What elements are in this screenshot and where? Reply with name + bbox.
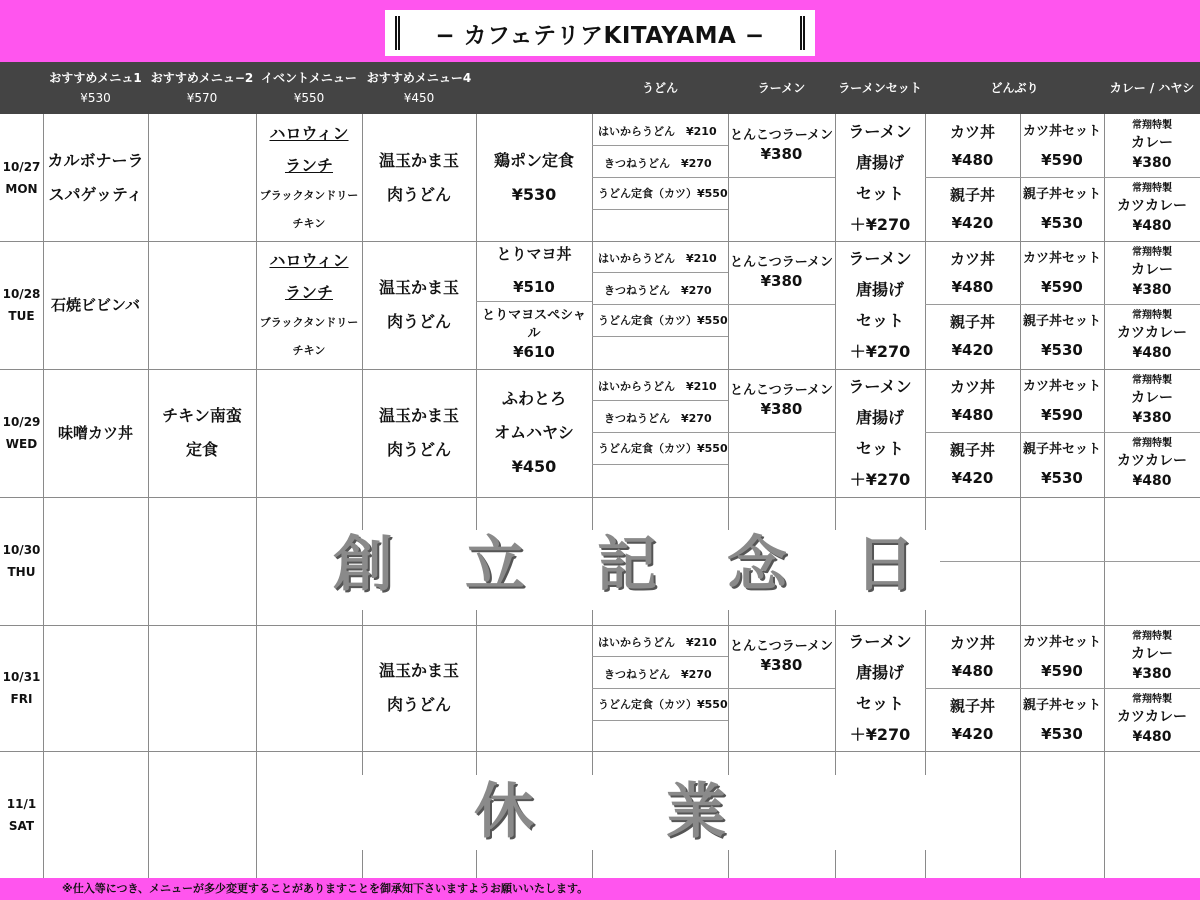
katsucurry-cell: [1104, 304, 1200, 367]
col5-wed-text: ¥450: [511, 457, 557, 476]
grid-subline: [592, 720, 728, 721]
header-cell: [43, 62, 148, 114]
udon-kitsune: きつねうどん ¥270: [604, 284, 712, 297]
col5-mon-text: ¥530: [511, 184, 557, 204]
donburi-oyakodon-text: 親子丼: [949, 185, 995, 204]
day-label-text: 10/28: [2, 287, 41, 301]
donburi-katsudon-text: カツ丼: [949, 633, 995, 652]
donburi-katsudon-set-text: カツ丼セット: [1022, 634, 1101, 650]
udon-teishoku: うどん定食（カツ）¥550: [598, 698, 728, 711]
anniversary-char: 創: [333, 530, 393, 600]
grid-subline: [925, 561, 1200, 562]
header-label: カレー / ハヤシ: [1109, 81, 1195, 95]
udon-kitsune: きつねうどん ¥270: [604, 668, 712, 681]
curry-cell-text: ¥380: [1132, 281, 1172, 298]
header-cell: [592, 62, 728, 114]
day-label: [0, 114, 43, 241]
donburi-katsudon-text: カツ丼: [949, 249, 995, 268]
katsucurry-cell-text: カツカレー: [1117, 197, 1187, 214]
header-price: ¥550: [293, 91, 325, 105]
day-label-text: 10/30: [2, 543, 41, 557]
katsucurry-cell-text: ¥480: [1132, 728, 1172, 745]
grid-subline: [728, 177, 835, 178]
curry-cell: [1104, 369, 1200, 432]
donburi-katsudon-set: [1020, 369, 1104, 432]
ramen-set-text: 唐揚げ: [855, 152, 904, 172]
donburi-katsudon-set-text: カツ丼セット: [1022, 250, 1101, 266]
menu1-wed: [43, 369, 148, 497]
header-price: ¥570: [186, 91, 218, 105]
menu2-wed-text: チキン南蛮: [162, 406, 242, 425]
ramen-set-text: 唐揚げ: [855, 408, 904, 427]
curry-cell-text: カレー: [1131, 134, 1173, 151]
menu4-udon-text: 温玉かま玉: [378, 150, 459, 170]
ramen-set-text: 唐揚げ: [855, 663, 904, 682]
donburi-katsudon-set-text: ¥590: [1041, 661, 1083, 680]
grid-hline: [0, 497, 1200, 498]
ramen-tonkotsu-text: とんこつラーメン: [729, 254, 834, 270]
grid-vline: [592, 114, 593, 878]
curry-cell-text: カレー: [1131, 645, 1173, 662]
grid-subline: [592, 400, 728, 401]
grid-subline: [592, 304, 728, 305]
header-label: おすすめメニュ1: [49, 71, 142, 85]
grid-subline: [592, 272, 728, 273]
curry-cell-text: カレー: [1131, 389, 1173, 406]
donburi-katsudon-text: ¥480: [951, 405, 994, 424]
udon-haikara: はいからうどん ¥210: [598, 125, 717, 138]
header-label: どんぶり: [990, 81, 1039, 95]
menu4-udon-text: 温玉かま玉: [378, 278, 459, 297]
header-cell: [256, 62, 362, 114]
udon-haikara: はいからうどん ¥210: [598, 636, 717, 649]
ramen-tonkotsu-text: ¥380: [760, 145, 803, 164]
ramen-set-text: セット: [855, 439, 904, 458]
ramen-set-text: ＋¥270: [849, 470, 911, 489]
katsucurry-cell-text: カツカレー: [1117, 324, 1187, 341]
donburi-katsudon-text: カツ丼: [949, 377, 995, 396]
event-halloween-text: チキン: [292, 217, 326, 230]
donburi-katsudon-set-text: ¥590: [1041, 150, 1083, 169]
header-label: ラーメンセット: [838, 81, 922, 95]
donburi-katsudon-text: カツ丼: [949, 122, 995, 141]
menu4-udon: [362, 114, 476, 241]
day-label-text: THU: [7, 565, 36, 579]
udon-haikara: はいからうどん ¥210: [598, 252, 717, 265]
donburi-oyakodon: [925, 177, 1020, 240]
donburi-oyakodon-set: [1020, 177, 1104, 240]
closed-banner-bg: [258, 775, 958, 850]
col5-tue-bottom-text: とりマヨスペシャル: [482, 308, 586, 341]
page-title: − カフェテリアKITAYAMA −: [435, 22, 765, 49]
col5-wed: [476, 369, 592, 497]
day-label: [0, 625, 43, 751]
menu1-mon-text: カルボナーラ: [47, 150, 144, 170]
header-cell: [362, 62, 476, 114]
day-label-text: WED: [5, 437, 38, 451]
anniversary-char: 念: [727, 530, 787, 600]
header-cell: [835, 62, 925, 114]
donburi-oyakodon-set-text: ¥530: [1041, 213, 1083, 232]
donburi-oyakodon-text: ¥420: [951, 340, 994, 359]
col5-tue-bottom-text: ¥610: [513, 343, 555, 362]
udon-kitsune: きつねうどん ¥270: [604, 157, 712, 170]
menu4-udon-text: 肉うどん: [386, 184, 451, 204]
day-label-text: 10/31: [2, 670, 41, 684]
donburi-katsudon-set-text: カツ丼セット: [1022, 378, 1101, 394]
day-label: [0, 751, 43, 878]
donburi-oyakodon-set-text: 親子丼セット: [1022, 313, 1101, 329]
header-cell: [728, 62, 835, 114]
donburi-katsudon-text: ¥480: [951, 277, 994, 296]
event-halloween-text: ランチ: [284, 156, 333, 175]
day-label-text: MON: [5, 181, 38, 196]
day-label-text: SAT: [8, 818, 35, 833]
col5-tue-top: [476, 241, 592, 301]
ramen-tonkotsu: [728, 625, 835, 688]
ramen-set-text: ＋¥270: [849, 725, 911, 744]
donburi-katsudon-set-text: ¥590: [1041, 405, 1083, 424]
curry-cell-text: カレー: [1131, 261, 1173, 278]
udon-teishoku: うどん定食（カツ）¥550: [598, 314, 728, 327]
menu4-udon-text: 温玉かま玉: [378, 661, 459, 680]
col5-tue-top-text: ¥510: [513, 278, 555, 296]
donburi-katsudon: [925, 625, 1020, 688]
ramen-set: [835, 114, 925, 241]
footer-note: ※仕入等につき、メニューが多少変更することがありますことを御承知下さいますようお願いいたします。: [62, 882, 589, 895]
anniversary-char: 立: [465, 530, 525, 600]
katsucurry-cell: [1104, 432, 1200, 495]
katsucurry-cell-text: ¥480: [1132, 472, 1172, 489]
curry-cell: [1104, 114, 1200, 177]
menu4-udon: [362, 625, 476, 751]
day-label-text: 10/27: [2, 159, 41, 174]
grid-subline: [592, 656, 728, 657]
donburi-katsudon: [925, 241, 1020, 304]
ramen-tonkotsu-text: ¥380: [760, 272, 803, 291]
ramen-set-text: セット: [855, 311, 904, 330]
grid-subline: [592, 209, 728, 210]
katsucurry-cell: [1104, 177, 1200, 240]
katsucurry-cell-text: ¥480: [1132, 217, 1172, 234]
title-box: [385, 10, 815, 56]
katsucurry-cell-text: 常翔特製: [1132, 309, 1172, 321]
ramen-tonkotsu-text: とんこつラーメン: [729, 382, 834, 398]
day-label: [0, 497, 43, 625]
closed-char: 休: [474, 777, 534, 847]
header-label: おすすめメニュー4: [366, 71, 472, 85]
curry-cell: [1104, 625, 1200, 688]
donburi-oyakodon-text: ¥420: [951, 724, 994, 743]
donburi-oyakodon-set-text: ¥530: [1041, 340, 1083, 359]
katsucurry-cell-text: カツカレー: [1117, 708, 1187, 725]
ramen-tonkotsu-text: ¥380: [760, 400, 803, 419]
donburi-oyakodon-text: ¥420: [951, 468, 994, 487]
katsucurry-cell-text: 常翔特製: [1132, 437, 1172, 449]
event-halloween-text: ランチ: [284, 283, 333, 302]
anniversary-char: 記: [597, 530, 657, 600]
donburi-katsudon: [925, 114, 1020, 177]
anniversary-char: 日: [855, 530, 915, 600]
grid-subline: [592, 177, 728, 178]
katsucurry-cell-text: ¥480: [1132, 344, 1172, 361]
menu2-wed-text: 定食: [185, 440, 218, 459]
udon-kitsune: きつねうどん ¥270: [604, 412, 712, 425]
ramen-tonkotsu: [728, 369, 835, 432]
donburi-katsudon: [925, 369, 1020, 432]
donburi-katsudon-set: [1020, 241, 1104, 304]
menu2-wed: [148, 369, 256, 497]
col5-mon: [476, 114, 592, 241]
ramen-set: [835, 369, 925, 497]
col5-tue-bottom: [476, 301, 592, 369]
donburi-oyakodon: [925, 688, 1020, 751]
ramen-set-text: ラーメン: [848, 377, 912, 396]
donburi-katsudon-text: ¥480: [951, 661, 994, 680]
grid-subline: [592, 336, 728, 337]
menu1-tue: [43, 241, 148, 369]
katsucurry-cell: [1104, 688, 1200, 751]
header-cell: [925, 62, 1104, 114]
ramen-set-text: セット: [855, 694, 904, 713]
header-label: イベントメニュー: [261, 71, 357, 85]
curry-cell-text: ¥380: [1132, 409, 1172, 426]
curry-cell-text: 常翔特製: [1132, 374, 1172, 386]
menu4-udon-text: 肉うどん: [386, 440, 451, 459]
curry-cell-text: 常翔特製: [1132, 119, 1172, 131]
ramen-set-text: ＋¥270: [849, 214, 911, 234]
curry-cell-text: 常翔特製: [1132, 630, 1172, 642]
donburi-oyakodon-text: 親子丼: [949, 440, 995, 459]
ramen-set-text: ラーメン: [848, 632, 912, 651]
grid-subline: [592, 145, 728, 146]
donburi-oyakodon: [925, 304, 1020, 367]
event-halloween-text: ブラックタンドリー: [259, 189, 359, 202]
event-halloween-text: ブラックタンドリー: [259, 316, 359, 329]
col5-wed-text: ふわとろ: [501, 389, 566, 408]
donburi-katsudon-set-text: カツ丼セット: [1022, 123, 1101, 139]
donburi-oyakodon-set-text: ¥530: [1041, 724, 1083, 743]
menu4-udon-text: 温玉かま玉: [378, 406, 459, 425]
ramen-set-text: セット: [855, 183, 904, 203]
col5-wed-text: オムハヤシ: [494, 423, 574, 442]
event-halloween-text: チキン: [292, 344, 326, 357]
ramen-set-text: ラーメン: [848, 249, 912, 268]
curry-cell: [1104, 241, 1200, 304]
ramen-set-text: 唐揚げ: [855, 280, 904, 299]
donburi-oyakodon-set-text: 親子丼セット: [1022, 186, 1101, 202]
closed-char: 業: [666, 777, 726, 847]
menu4-udon: [362, 369, 476, 497]
menu1-tue-text: 石焼ビビンバ: [51, 295, 140, 314]
menu1-mon: [43, 114, 148, 241]
header-label: うどん: [641, 81, 678, 95]
donburi-oyakodon-set: [1020, 432, 1104, 495]
ramen-set: [835, 241, 925, 369]
donburi-oyakodon-text: 親子丼: [949, 696, 995, 715]
header-label: おすすめメニュ−2: [150, 71, 254, 85]
donburi-oyakodon-text: 親子丼: [949, 312, 995, 331]
menu4-udon-text: 肉うどん: [386, 312, 451, 331]
udon-teishoku: うどん定食（カツ）¥550: [598, 187, 728, 200]
curry-cell-text: 常翔特製: [1132, 246, 1172, 258]
menu1-mon-text: スパゲッティ: [48, 184, 143, 204]
grid-subline: [592, 464, 728, 465]
grid-subline: [728, 688, 835, 689]
day-label: [0, 241, 43, 369]
donburi-katsudon-set-text: ¥590: [1041, 277, 1083, 296]
menu1-wed-text: 味噌カツ丼: [57, 423, 133, 442]
grid-hline: [0, 751, 1200, 752]
grid-subline: [592, 688, 728, 689]
grid-subline: [728, 304, 835, 305]
katsucurry-cell-text: 常翔特製: [1132, 182, 1172, 194]
ramen-tonkotsu-text: ¥380: [760, 656, 803, 675]
ramen-tonkotsu-text: とんこつラーメン: [729, 127, 834, 143]
header-cell: [148, 62, 256, 114]
donburi-oyakodon-set-text: 親子丼セット: [1022, 441, 1101, 457]
ramen-set: [835, 625, 925, 751]
menu4-udon: [362, 241, 476, 369]
curry-cell-text: ¥380: [1132, 154, 1172, 171]
header-price: ¥450: [403, 91, 435, 105]
day-label-text: TUE: [8, 309, 35, 323]
donburi-oyakodon-set: [1020, 688, 1104, 751]
udon-haikara: はいからうどん ¥210: [598, 380, 717, 393]
col5-tue-top-text: とりマヨ丼: [496, 245, 572, 263]
ramen-tonkotsu: [728, 241, 835, 304]
ramen-set-text: ＋¥270: [849, 342, 911, 361]
day-label-text: 11/1: [6, 796, 37, 811]
donburi-oyakodon-text: ¥420: [951, 213, 994, 232]
donburi-katsudon-set: [1020, 625, 1104, 688]
curry-cell-text: ¥380: [1132, 665, 1172, 682]
donburi-oyakodon-set: [1020, 304, 1104, 367]
col5-mon-text: 鶏ポン定食: [493, 150, 574, 170]
event-halloween-text: ハロウィン: [269, 124, 349, 143]
grid-subline: [592, 432, 728, 433]
donburi-oyakodon: [925, 432, 1020, 495]
header-label: ラーメン: [757, 81, 806, 95]
event-halloween: [256, 241, 362, 369]
donburi-katsudon-set: [1020, 114, 1104, 177]
event-halloween: [256, 114, 362, 242]
header-price: ¥530: [80, 91, 111, 105]
ramen-tonkotsu: [728, 114, 835, 177]
donburi-oyakodon-set-text: 親子丼セット: [1022, 697, 1101, 713]
katsucurry-cell-text: 常翔特製: [1132, 693, 1172, 705]
day-label-text: 10/29: [2, 415, 41, 429]
header-cell: [1104, 62, 1200, 114]
day-label-text: FRI: [10, 692, 33, 706]
ramen-set-text: ラーメン: [848, 121, 912, 141]
katsucurry-cell-text: カツカレー: [1117, 452, 1187, 469]
udon-teishoku: うどん定食（カツ）¥550: [598, 442, 728, 455]
day-label: [0, 369, 43, 497]
grid-subline: [728, 432, 835, 433]
grid-vline: [728, 114, 729, 878]
menu4-udon-text: 肉うどん: [386, 695, 451, 714]
donburi-katsudon-text: ¥480: [951, 150, 994, 169]
donburi-oyakodon-set-text: ¥530: [1041, 468, 1083, 487]
ramen-tonkotsu-text: とんこつラーメン: [729, 638, 834, 654]
event-halloween-text: ハロウィン: [269, 251, 349, 270]
header-cell: [476, 62, 592, 114]
